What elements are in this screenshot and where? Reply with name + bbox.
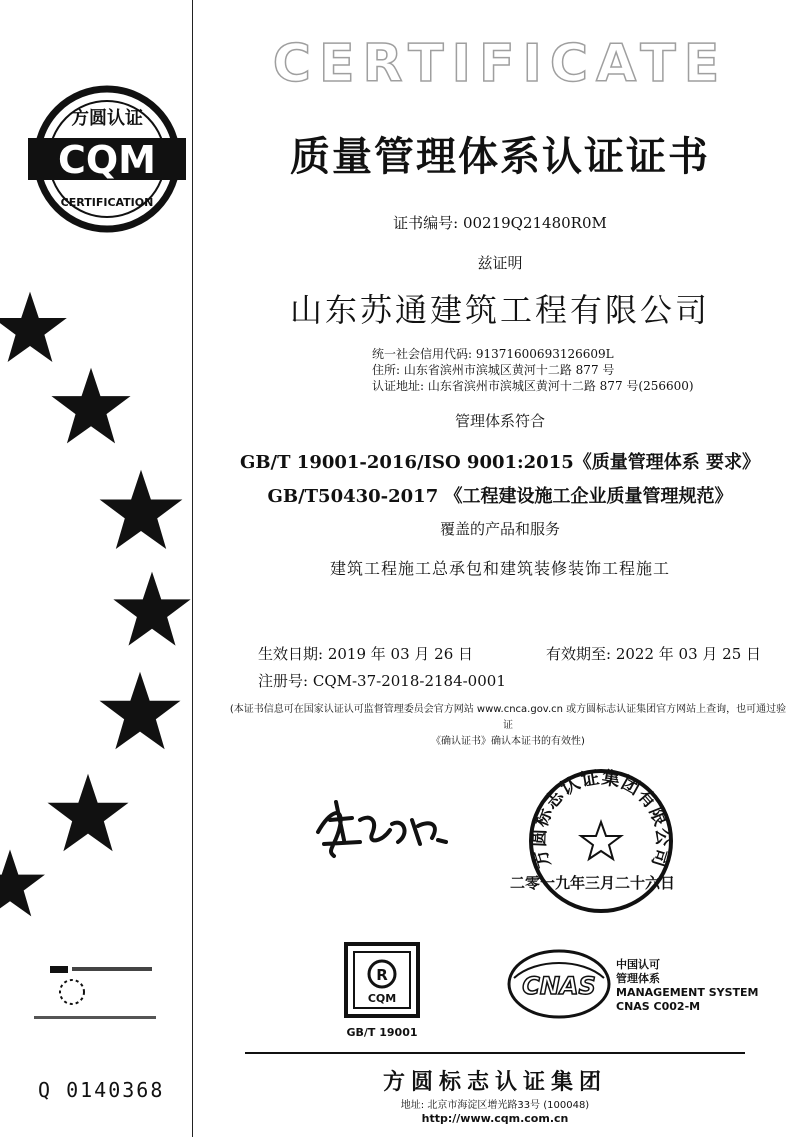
registration-number-label: 注册号: xyxy=(258,672,309,690)
star-icon xyxy=(44,772,132,860)
expiry-date-label: 有效期至: xyxy=(546,645,612,663)
group-address: 地址: 北京市海淀区增光路33号 (100048) xyxy=(400,1100,590,1111)
cnas-line: CNAS C002-M xyxy=(616,1000,701,1013)
group-name: 方圆标志认证集团 xyxy=(382,1070,607,1095)
certificate-title: 质量管理体系认证证书 xyxy=(290,134,710,180)
issue-date: 二零一九年三月二十六日 xyxy=(510,874,676,892)
star-icon xyxy=(48,366,134,452)
effective-date-value: 2019 年 03 月 26 日 xyxy=(327,645,474,663)
certification-address: 认证地址: 山东省滨州市滨城区黄河十二路 877 号(256600) xyxy=(372,379,694,393)
svg-text:R: R xyxy=(376,966,388,984)
registration-number-value: CQM-37-2018-2184-0001 xyxy=(312,672,506,690)
certificate-watermark: CERTIFICATE xyxy=(272,34,728,94)
verification-note xyxy=(228,702,788,750)
certificate-number xyxy=(210,212,790,233)
validity-dates xyxy=(258,643,778,664)
star-icon xyxy=(96,468,186,558)
standard-item: GB/T 19001-2016/ISO 9001:2015《质量管理体系 要求》 xyxy=(239,452,761,473)
cnas-line: MANAGEMENT SYSTEM xyxy=(616,986,759,999)
svg-text:CNAS: CNAS xyxy=(522,972,596,1000)
serial-number: Q 0140368 xyxy=(38,1078,165,1102)
footer-divider xyxy=(245,1052,745,1054)
svg-text:方圆认证: 方圆认证 xyxy=(71,108,143,129)
cnas-text xyxy=(616,958,759,1014)
conform-label: 管理体系符合 xyxy=(454,412,545,430)
certificate-number-value: 00219Q21480R0M xyxy=(462,214,607,232)
verification-note-line: (本证书信息可在国家认证认可监督管理委员会官方网站 www.cnca.gov.cn 或方圆标志认证集团官方网站上查询，也可通过验证 xyxy=(229,704,787,731)
registration-number xyxy=(258,670,506,691)
cnas-logo xyxy=(506,948,612,1020)
expiry-date-value: 2022 年 03 月 25 日 xyxy=(615,645,762,663)
star-icon xyxy=(110,570,194,654)
credit-code: 统一社会信用代码: 91371600693126609L xyxy=(372,347,614,361)
verification-note-line: 《确认证书》确认本证书的有效性) xyxy=(431,736,585,747)
gb-certification-mark xyxy=(342,940,422,1020)
gb-mark-label: GB/T 19001 xyxy=(346,1026,418,1039)
svg-text:CERTIFICATION: CERTIFICATION xyxy=(60,196,154,209)
hereby-certify: 兹证明 xyxy=(477,254,523,272)
effective-date-label: 生效日期: xyxy=(258,645,324,663)
certification-network-logo xyxy=(30,962,160,1022)
standard-item: GB/T50430-2017 《工程建设施工企业质量管理规范》 xyxy=(267,486,733,507)
star-icon xyxy=(0,290,70,370)
svg-text:CQM: CQM xyxy=(367,992,397,1005)
group-website: http://www.cqm.com.cn xyxy=(421,1112,569,1125)
star-icon xyxy=(96,670,184,758)
cnas-line: 中国认可 xyxy=(616,958,660,971)
star-icon xyxy=(0,848,48,924)
company-name: 山东苏通建筑工程有限公司 xyxy=(289,291,710,329)
scope-text: 建筑工程施工总承包和建筑装修装饰工程施工 xyxy=(329,559,670,578)
signature xyxy=(300,790,470,870)
expiry-date xyxy=(546,643,761,664)
cnas-line: 管理体系 xyxy=(616,972,660,985)
cqm-logo xyxy=(22,84,192,234)
svg-text:CQM: CQM xyxy=(57,138,157,182)
scope-label: 覆盖的产品和服务 xyxy=(439,520,560,538)
company-address: 住所: 山东省滨州市滨城区黄河十二路 877 号 xyxy=(372,363,615,377)
certificate-number-label: 证书编号: xyxy=(393,214,459,232)
left-border-line xyxy=(192,0,193,1137)
svg-text:方圆标志认证集团有限公司: 方圆标志认证集团有限公司 xyxy=(528,767,674,871)
company-seal xyxy=(526,766,676,916)
